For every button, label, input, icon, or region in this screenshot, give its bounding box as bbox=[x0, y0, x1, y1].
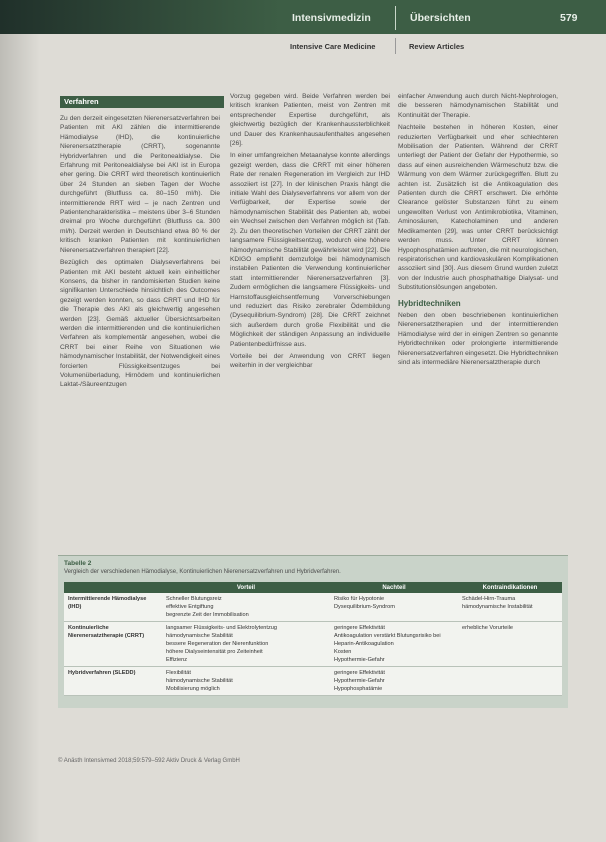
table-header-cell: Nachteil bbox=[330, 582, 458, 593]
table-caption: Vergleich der verschiedenen Hämodialyse, Kontinuierlichen Nierenersatzverfahren und Hybridverfahren. bbox=[64, 569, 341, 575]
cell-line: begrenzte Zeit der Immobilisation bbox=[166, 612, 249, 618]
cell-line: Dysequilibrium-Syndrom bbox=[334, 604, 395, 610]
table-header-row bbox=[64, 582, 562, 593]
text-column-3 bbox=[398, 92, 558, 370]
cell-line: Hypophosphatämie bbox=[334, 686, 383, 692]
cell-line: geringere Effektivität bbox=[334, 625, 385, 631]
table-cell bbox=[330, 593, 458, 622]
header-gradient bbox=[0, 0, 280, 34]
paragraph: Nachteile bestehen in höheren Kosten, einer reduzierten Verfügbarkeit und eher schlechteren Mobilisation der Patienten. Während der CRRT unterliegt der Patient der Gefahr der Hypothermie, so dass auf einen ausreichenden Wärmeschutz bzw. die Wärmung von dem Wärmer zurückgegriffen. Blutt zu achten ist. Zusätzlich ist die Antikoagulation des Patienten durch die CRRT erschwert. Die erhöhte Clearance gelöster Substanzen führt zu einem ungewollten Verlust von Antimikrobiotika, Vitaminen, Aminosäuren, Katecholaminen und anderen Medikamenten [29], was unter CRRT berücksichtigt werden muss. Unter CRRT können Hypophosphatämien auftreten, die mit neurologischen, respiratorischen und kardiovaskulären Komplikationen assoziiert sind [30]. Aus diesem Grund wurden zuletzt von der Industrie auch phosphathaltige Dialysat- und Substitutionslösungen angeboten. bbox=[398, 124, 558, 292]
paragraph: einfacher Anwendung auch durch Nicht-Nephrologen, die besseren hämodynamischen Stabilität und Kontinuität der Therapie. bbox=[398, 93, 558, 119]
cell-line: höhere Dialyseintensität pro Zeiteinheit bbox=[166, 649, 263, 655]
cell-line: Risiko für Hypotonie bbox=[334, 596, 385, 602]
cell-line: hämodynamische Stabilität bbox=[166, 678, 233, 684]
table-cell: Kontinuierliche Nierenersatztherapie (CRRT) bbox=[64, 622, 162, 667]
cell-line: Effizienz bbox=[166, 657, 188, 663]
table-label: Tabelle 2 bbox=[64, 560, 92, 567]
subsection-heading: Hybridtechniken bbox=[398, 298, 461, 308]
cell-line: hämodynamische Instabilität bbox=[462, 604, 533, 610]
header-divider bbox=[395, 6, 396, 30]
comparison-table bbox=[64, 582, 562, 696]
table-cell bbox=[458, 622, 562, 667]
cell-line: Kosten bbox=[334, 649, 352, 655]
table-cell: Intermittierende Hämodialyse (IHD) bbox=[64, 593, 162, 622]
cell-line: hämodynamische Stabilität bbox=[166, 633, 233, 639]
cell-line: bessere Regeneration der Nierenfunktion bbox=[166, 641, 269, 647]
page-edge-shadow bbox=[0, 0, 40, 842]
table-header-cell bbox=[64, 582, 162, 593]
text-column-1 bbox=[60, 114, 220, 393]
table-panel bbox=[58, 555, 568, 708]
table-header-cell: Kontraindikationen bbox=[458, 582, 562, 593]
cell-line: Hypothermie-Gefahr bbox=[334, 678, 385, 684]
cell-line: Mobilisierung möglich bbox=[166, 686, 220, 692]
table-cell bbox=[330, 667, 458, 696]
subheader-divider bbox=[395, 38, 396, 54]
table-row bbox=[64, 593, 562, 622]
table-cell bbox=[458, 593, 562, 622]
table-cell bbox=[162, 593, 330, 622]
cell-line: Flexibilität bbox=[166, 670, 191, 676]
cell-line: Antikoagulation verstärkt Blutungsrisiko bei Heparin-Antikoagulation bbox=[334, 633, 441, 647]
footer-copyright: © Anästh Intensivmed 2018;59:579–592 Aktiv Druck & Verlag GmbH bbox=[58, 758, 240, 764]
table-cell bbox=[162, 667, 330, 696]
journal-header-band bbox=[0, 0, 606, 34]
page-number: 579 bbox=[560, 12, 578, 24]
paragraph: Vorteile bei der Anwendung von CRRT liegen weiterhin in der vergleichbar bbox=[230, 352, 390, 370]
table-row bbox=[64, 667, 562, 696]
table-row bbox=[64, 622, 562, 667]
header-subtitle-right: Review Articles bbox=[409, 42, 465, 51]
header-subtitle-left: Intensive Care Medicine bbox=[290, 42, 376, 51]
paragraph: In einer umfangreichen Metaanalyse konnte allerdings gezeigt werden, dass die CRRT mit einer höheren Rate der renalen Regeneration im Vergleich zur IHD assoziiert ist [27]. In der klinischen Praxis hängt die initiale Wahl des Dialyseverfahrens vor allem von der Verfügbarkeit, der Expertise sowie der hämodynamischen Stabilität des Patienten ab, wobei ein Wechsel zwischen den Verfahren möglich ist (Tab. 2). Zu den theoretischen Vorteilen der CRRT zählt der langsamere Flüssigkeitsentzug, wodurch eine höhere hämodynamische Stabilität gewährleistet wird [22]. Die KDIGO empfiehlt demzufolge bei hämodynamisch instabilen Patienten die Verwendung kontinuierlicher statt intermittierender Nierenersatzverfahren [3]. Zudem ermöglichen die langsamere Flüssigkeits- und Harnstoffausgleichsentfernung Vorverschiebungen und reduziert das Risiko zerebraler Ödembildung (Dysequilibrium-Syndrom) [28]. Die CRRT zeichnet sich außerdem durch große Flexibilität und die Möglichkeit der ständigen Anpassung an individuelle Patientenbedürfnisse aus. bbox=[230, 152, 390, 348]
paragraph: Neben den oben beschriebenen kontinuierlichen Nierenersatztherapien und der intermittierenden Hämodialyse wird der in einigen Zentren so genannte Hybridtechniken oder prolongierte intermittierende Nierenersatzverfahren eingesetzt. Die Hybridtechniken sind als intermediäre Nierenersatztherapie durch bbox=[398, 311, 558, 366]
text-column-2 bbox=[230, 92, 390, 374]
section-heading: Verfahren bbox=[60, 96, 224, 108]
cell-line: Hypothermie-Gefahr bbox=[334, 657, 385, 663]
header-section-title: Intensivmedizin bbox=[292, 12, 371, 24]
cell-line: geringere Effektivität bbox=[334, 670, 385, 676]
cell-line: Schädel-Hirn-Trauma bbox=[462, 596, 516, 602]
table-cell bbox=[458, 667, 562, 696]
paragraph: Vorzug gegeben wird. Beide Verfahren werden bei kritisch kranken Patienten, meist von Zentren mit entsprechender Expertise durchgeführt, als gleichwertig bezüglich der Krankenhaussterblichkeit und Dauer des Krankenhausaufenthaltes angesehen [26]. bbox=[230, 93, 390, 148]
cell-line: effektive Entgiftung bbox=[166, 604, 214, 610]
table-header-cell: Vorteil bbox=[162, 582, 330, 593]
header-category: Übersichten bbox=[410, 12, 471, 24]
paragraph: Zu den derzeit eingesetzten Nierenersatzverfahren bei Patienten mit AKI zählen die intermittierende Hämodialyse (IHD), die kontinuierliche Nierenersatztherapie (CRRT), sogenannte Hybridverfahren und die Peritonealdialyse. Die Erfahrung mit Peritonealdialyse bei AKI ist in Europa eher gering. Die CRRT wird theoretisch kontinuierlich über 24 Stunden an sieben Tagen der Woche durchgeführt (Blutfluss ca. 80–150 ml/h). Die intermittierende RRT wird – je nach Zentren und Patientencharakteristika – meistens über 3–6 Stunden dreimal pro Woche durchgeführt (Blutfluss ca. 300 ml/h). Derzeit werden in Deutschland etwa 80 % der kritisch kranken Patienten mit kontinuierlichen Nierenersatzverfahren therapiert [22]. bbox=[60, 115, 220, 254]
cell-line: Schneller Blutungsreiz bbox=[166, 596, 222, 602]
paragraph: Bezüglich des optimalen Dialyseverfahrens bei Patienten mit AKI besteht aktuell kein einheitlicher Konsens, da bisher in randomisierten Studien keine signifikanten Unterschiede hinsichtlich des Outcomes gezeigt werden konnten, so dass CRRT und IHD für die Therapie des AKI als gleichwertig angesehen werden [23]. Gemäß aktueller Übersichtsarbeiten werden die intermittierenden und die kontinuierlichen Verfahren als komplementär angesehen, wobei die CRRT bei einer Reihe von Situationen wie hämodynamischer Instabilität, der Notwendigkeit eines forcierten Flüssigkeitsentzuges bei Volumenüberladung, Hirnödem und kontinuierlichen Laktat-/Säureentzugen bbox=[60, 259, 220, 389]
table-cell bbox=[330, 622, 458, 667]
table-cell: Hybridverfahren (SLEDD) bbox=[64, 667, 162, 696]
table-cell bbox=[162, 622, 330, 667]
cell-line: langsamer Flüssigkeits- und Elektrolytentzug bbox=[166, 625, 277, 631]
cell-line: erhebliche Vorurteile bbox=[462, 625, 513, 631]
